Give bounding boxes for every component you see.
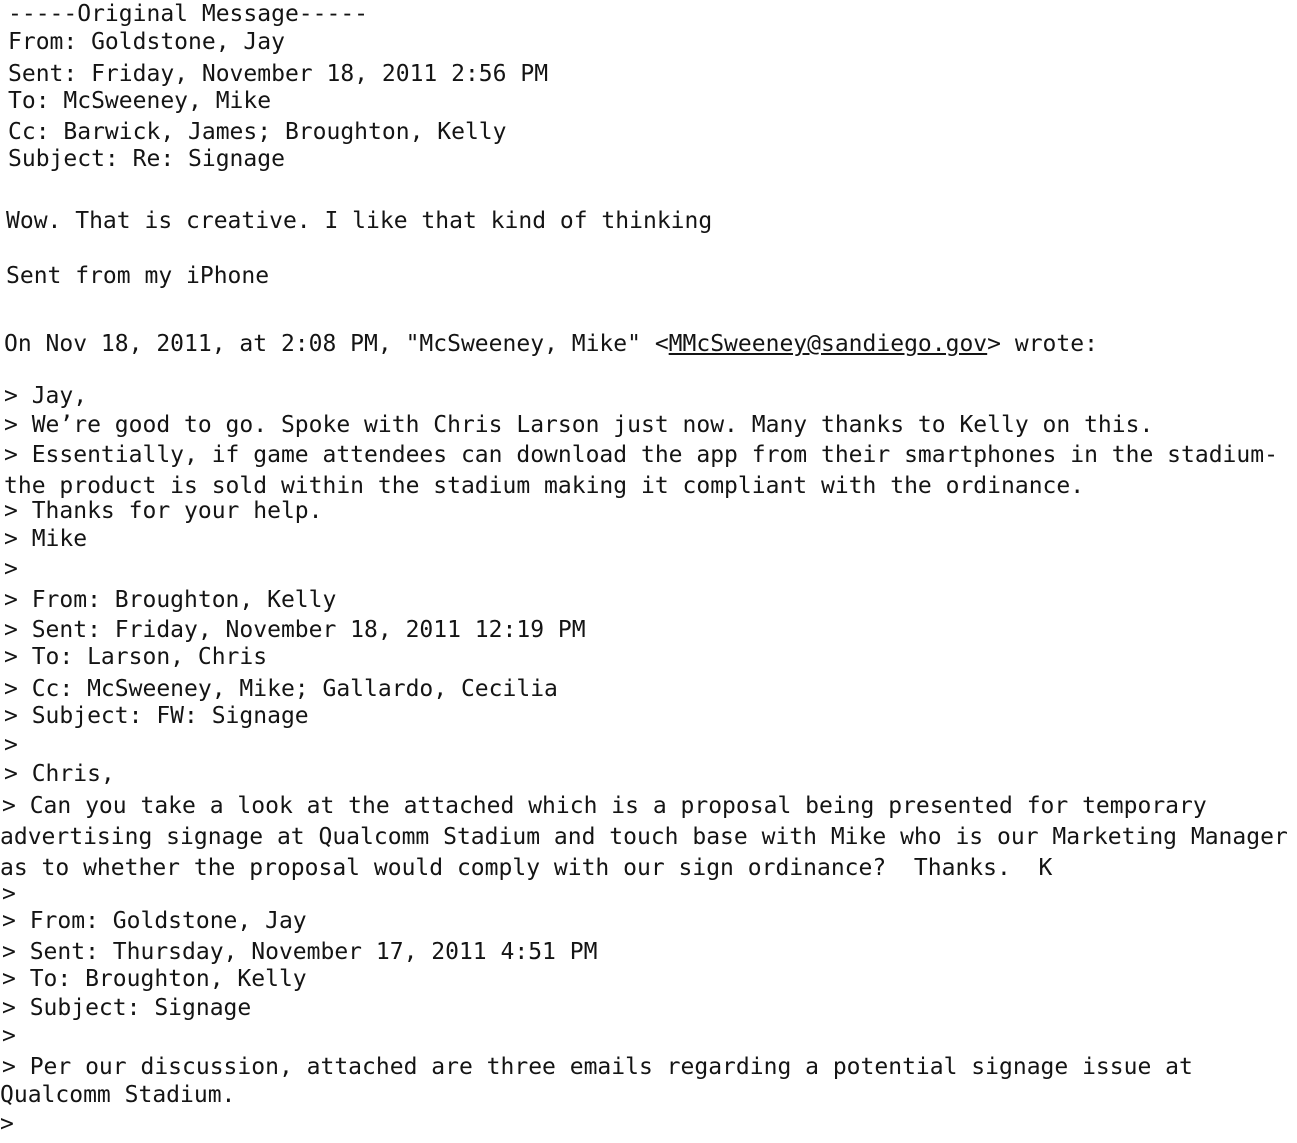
quoted-mike-greeting: > Jay,	[4, 383, 88, 409]
original-message-banner: -----Original Message-----	[8, 1, 369, 27]
quoted-kelly-from: > From: Broughton, Kelly	[4, 587, 337, 613]
quote-intro-suffix: > wrote:	[987, 331, 1098, 357]
reply-signature: Sent from my iPhone	[6, 263, 270, 289]
quoted-mike-thanks: > Thanks for your help.	[4, 498, 323, 524]
quoted-jay-to: > To: Broughton, Kelly	[2, 966, 307, 992]
quoted-jay-line: > Per our discussion, attached are three emails regarding a potential signage issue at	[2, 1054, 1193, 1080]
quoted-blank-line: >	[2, 881, 16, 907]
quoted-jay-line: Qualcomm Stadium.	[0, 1082, 236, 1108]
quoted-kelly-cc: > Cc: McSweeney, Mike; Gallardo, Cecilia	[4, 676, 558, 702]
quoted-kelly-line: as to whether the proposal would comply with our sign ordinance? Thanks. K	[0, 855, 1053, 881]
quoted-blank-line: >	[4, 556, 18, 582]
quoted-mike-sign: > Mike	[4, 526, 88, 552]
quoted-blank-line: >	[0, 1111, 14, 1137]
quoted-mike-line: the product is sold within the stadium making it compliant with the ordinance.	[4, 473, 1085, 499]
header-from: From: Goldstone, Jay	[8, 29, 285, 55]
quoted-kelly-greeting: > Chris,	[4, 761, 115, 787]
quoted-kelly-line: advertising signage at Qualcomm Stadium and touch base with Mike who is our Marketing Manager	[0, 824, 1288, 850]
header-sent: Sent: Friday, November 18, 2011 2:56 PM	[8, 61, 549, 87]
quote-intro-prefix: On Nov 18, 2011, at 2:08 PM, "McSweeney, Mike" <	[4, 331, 669, 357]
quoted-mike-line: > We’re good to go. Spoke with Chris Larson just now. Many thanks to Kelly on this.	[4, 412, 1154, 438]
quoted-kelly-line: > Can you take a look at the attached which is a proposal being presented for temporary	[2, 793, 1207, 819]
quoted-kelly-sent: > Sent: Friday, November 18, 2011 12:19 PM	[4, 617, 586, 643]
quote-intro	[4, 330, 1098, 358]
quoted-kelly-to: > To: Larson, Chris	[4, 644, 268, 670]
header-subject: Subject: Re: Signage	[8, 146, 285, 172]
quoted-mike-line: > Essentially, if game attendees can download the app from their smartphones in the stadium-	[4, 442, 1278, 468]
quoted-jay-subject: > Subject: Signage	[2, 995, 252, 1021]
header-to: To: McSweeney, Mike	[8, 88, 272, 114]
quoted-jay-from: > From: Goldstone, Jay	[2, 908, 307, 934]
quoted-blank-line: >	[4, 732, 18, 758]
reply-body: Wow. That is creative. I like that kind of thinking	[6, 208, 713, 234]
quoted-kelly-subject: > Subject: FW: Signage	[4, 703, 309, 729]
email-link[interactable]: MMcSweeney@sandiego.gov	[668, 331, 988, 357]
quoted-jay-sent: > Sent: Thursday, November 17, 2011 4:51 PM	[2, 939, 598, 965]
quoted-blank-line: >	[2, 1023, 16, 1049]
header-cc: Cc: Barwick, James; Broughton, Kelly	[8, 119, 507, 145]
